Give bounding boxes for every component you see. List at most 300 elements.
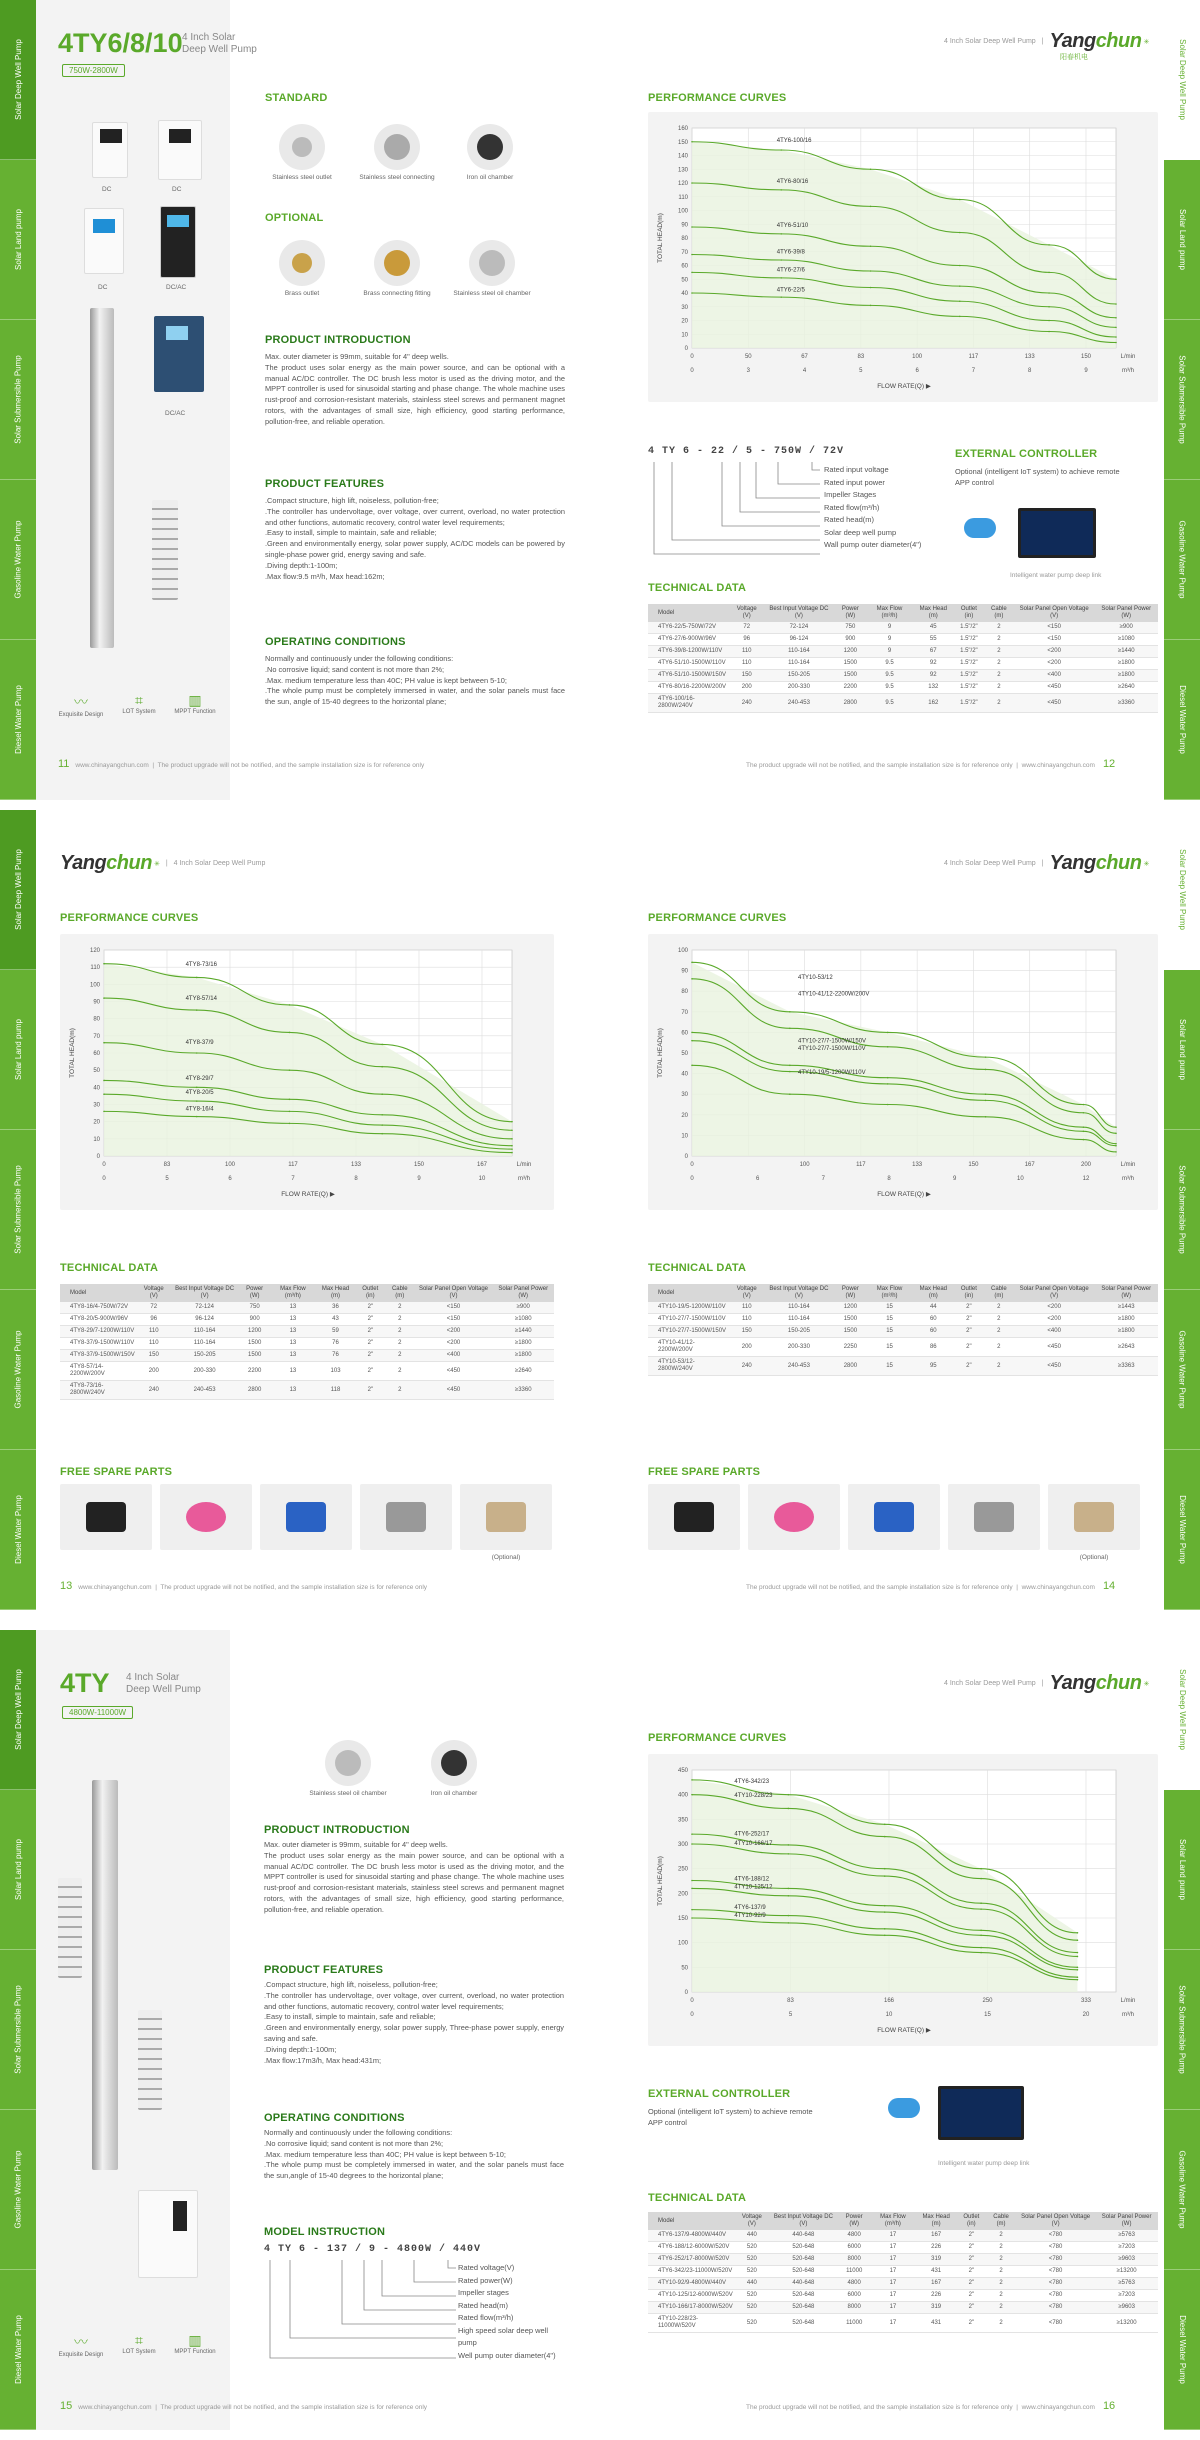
sidebar-tab-label: Solar Land pump — [1177, 1019, 1187, 1080]
table-cell: 76 — [315, 1350, 355, 1362]
table-row — [648, 622, 1158, 634]
column-header: Solar Panel Open Voltage (V) — [1014, 604, 1095, 622]
data-point — [1115, 327, 1117, 329]
table-cell: 2" — [356, 1338, 386, 1350]
y-tick-label: 30 — [681, 304, 688, 311]
sidebar-tab[interactable] — [1164, 640, 1200, 800]
x-tick-label: m³/h — [518, 1176, 530, 1182]
table-cell: 240-453 — [763, 694, 834, 713]
sidebar-tab[interactable] — [0, 810, 36, 970]
sidebar-tab[interactable] — [0, 0, 36, 160]
y-tick-label: 0 — [684, 1990, 688, 1996]
table-cell: 4TY10-228/23-11000W/520V — [648, 2314, 735, 2333]
data-point — [780, 149, 782, 151]
table-cell: 17 — [870, 2266, 916, 2278]
y-tick-label: 90 — [93, 999, 100, 1006]
table-cell: 4TY8-29/7-1200W/110V — [60, 1326, 137, 1338]
controller-image — [84, 208, 124, 274]
table-cell: ≥900 — [1094, 622, 1158, 634]
table-cell: 4TY10-27/7-1500W/110V — [648, 1314, 730, 1326]
table-cell: 15 — [866, 1338, 912, 1357]
footer: 15 www.chinayangchun.com | The product upgrade will not be notified, and the sample installation size is for reference only — [60, 2400, 428, 2412]
table-cell: <200 — [1014, 658, 1095, 670]
part-thumb: Brass connecting fitting — [352, 240, 442, 297]
column-header: Max Flow (m³/h) — [270, 1284, 315, 1302]
table-cell: 1.5"/2" — [954, 694, 984, 713]
y-tick-label: 40 — [681, 291, 688, 297]
sidebar-tab[interactable] — [1164, 0, 1200, 160]
x-tick-label: 4 — [802, 368, 807, 374]
model-leader-lines — [648, 460, 828, 560]
column-header: Power (W) — [834, 604, 866, 622]
x-tick-label: 9 — [1084, 368, 1088, 374]
table-row — [648, 1338, 1158, 1357]
table-cell: 2 — [986, 2290, 1016, 2302]
data-point — [1083, 1139, 1085, 1141]
data-point — [870, 287, 872, 289]
x-tick-label: 100 — [224, 1162, 236, 1168]
sidebar-tab[interactable] — [0, 970, 36, 1130]
table-cell: 2 — [385, 1362, 414, 1381]
table-cell: 1.5"/2" — [954, 658, 984, 670]
feature-icon: ▥ MPPT Function — [170, 692, 220, 715]
data-point — [691, 254, 693, 256]
data-point — [1115, 278, 1117, 280]
table-cell: 17 — [870, 2302, 916, 2314]
controller-text: Optional (intelligent IoT system) to achieve remote APP control — [648, 2107, 813, 2127]
y-tick-label: 40 — [681, 1071, 688, 1078]
table-row — [60, 1338, 554, 1350]
table-cell: 76 — [315, 1338, 355, 1350]
table-cell: 4TY8-73/16-2800W/240V — [60, 1381, 137, 1400]
sidebar-tab[interactable] — [0, 320, 36, 480]
x-tick-label: m³/h — [1122, 1176, 1134, 1182]
table-cell: 200 — [730, 1338, 763, 1357]
table-cell: 9 — [866, 634, 912, 646]
y-tick-label: 80 — [681, 989, 688, 996]
table-cell: 110-164 — [170, 1338, 239, 1350]
data-point — [1077, 1952, 1079, 1954]
table-cell: 2" — [956, 2230, 986, 2242]
impeller-image — [152, 500, 178, 600]
table-cell: 44 — [913, 1302, 954, 1314]
sidebar-tab[interactable] — [0, 640, 36, 800]
data-point — [789, 1093, 791, 1095]
table-cell: <400 — [415, 1350, 493, 1362]
sidebar-tab[interactable] — [1164, 1290, 1200, 1450]
series-label: 4TY6-22/5 — [776, 287, 805, 294]
table-cell: ≥1443 — [1094, 1302, 1158, 1314]
data-point — [511, 1138, 513, 1140]
sidebar-tab[interactable] — [1164, 1450, 1200, 1610]
data-point — [884, 1836, 886, 1838]
spare-part-shape — [874, 1502, 914, 1532]
table-cell: 200-330 — [763, 682, 834, 694]
performance-chart — [648, 934, 1158, 1210]
table-cell: 4TY6-100/16-2800W/240V — [648, 694, 730, 713]
sidebar-tab[interactable] — [0, 2110, 36, 2270]
sidebar-tab-label: Solar Land pump — [13, 209, 23, 270]
table-cell: 1200 — [834, 1302, 866, 1314]
table-row — [648, 646, 1158, 658]
spare-part-image — [60, 1484, 152, 1550]
sidebar-tab[interactable] — [1164, 810, 1200, 970]
table-cell: ≥1800 — [1094, 1326, 1158, 1338]
series-label: 4TY8-73/16 — [185, 962, 217, 969]
table-cell: 9 — [866, 622, 912, 634]
y-tick-label: 0 — [684, 346, 688, 352]
table-cell: 4TY10-53/12-2800W/240V — [648, 1357, 730, 1376]
section-title: OPERATING CONDITIONS — [264, 2112, 405, 2124]
column-header: Voltage (V) — [735, 2212, 768, 2230]
table-cell: ≥3360 — [492, 1381, 554, 1400]
data-point — [789, 1071, 791, 1073]
table-cell: <450 — [1014, 694, 1095, 713]
sidebar-tab[interactable] — [1164, 1790, 1200, 1950]
table-cell: 2" — [356, 1362, 386, 1381]
data-point — [1115, 1143, 1117, 1145]
data-point — [788, 1922, 790, 1924]
table-cell: 520 — [735, 2314, 768, 2333]
part-thumb: Iron oil chamber — [450, 124, 530, 181]
x-tick-label: 15 — [984, 2012, 991, 2018]
sidebar-tab-label: Gasoline Water Pump — [13, 520, 23, 599]
table-cell: 4800 — [838, 2230, 870, 2242]
section-title: PRODUCT FEATURES — [264, 1964, 384, 1976]
chart-svg — [648, 1754, 1158, 2046]
sidebar-tab[interactable] — [0, 1290, 36, 1450]
table-cell: 4TY8-57/14-2200W/200V — [60, 1362, 137, 1381]
sidebar-tab[interactable] — [1164, 1130, 1200, 1290]
data-point — [1083, 1104, 1085, 1106]
sidebar-tab[interactable] — [0, 1130, 36, 1290]
controller-label: DC — [172, 186, 182, 193]
x-tick-label: 0 — [690, 354, 694, 360]
table-row — [648, 658, 1158, 670]
section-title: TECHNICAL DATA — [648, 582, 747, 594]
data-point — [381, 1114, 383, 1116]
sidebar-tab[interactable] — [0, 1790, 36, 1950]
sidebar-tab[interactable] — [1164, 2110, 1200, 2270]
power-range-badge: 4800W-11000W — [62, 1706, 133, 1719]
leaf-icon: ✳ — [1143, 38, 1150, 46]
y-tick-label: 90 — [681, 222, 688, 229]
column-header: Best Input Voltage DC (V) — [763, 1284, 834, 1302]
column-header: Model — [60, 1284, 137, 1302]
data-point — [887, 1083, 889, 1085]
product-subtitle: 4 Inch Solar Deep Well Pump — [126, 1672, 201, 1695]
data-point — [289, 1032, 291, 1034]
y-tick-label: 20 — [93, 1119, 100, 1126]
sidebar-tab[interactable] — [0, 160, 36, 320]
section-title: PERFORMANCE CURVES — [648, 1732, 787, 1744]
sidebar-tab[interactable] — [1164, 1950, 1200, 2110]
sidebar-tab[interactable] — [0, 1630, 36, 1790]
section-title: PERFORMANCE CURVES — [648, 912, 787, 924]
table-cell: 1500 — [239, 1350, 270, 1362]
sidebar-tab-label: Solar Deep Well Pump — [1177, 849, 1187, 930]
table-cell: 110-164 — [170, 1326, 239, 1338]
sidebar-tab-label: Gasoline Water Pump — [13, 2150, 23, 2229]
operating-text: Normally and continuously under the following conditions: .No corrosive liquid; sand content is not more than 2%; .Max. medium temperature less than 40C; PH value is kept between 5-10; .The whole pump must be completely immersed in water, and the solar panels must face the sun, angle of 15-40 degrees to the horizontal plane; — [265, 654, 565, 707]
controller-caption: Intelligent water pump deep link — [938, 2160, 1030, 2167]
data-point — [980, 1934, 982, 1936]
table-cell: 43 — [315, 1314, 355, 1326]
data-point — [381, 1124, 383, 1126]
sidebar-right — [1164, 0, 1200, 800]
sidebar-tab[interactable] — [1164, 160, 1200, 320]
table-cell: <450 — [415, 1381, 493, 1400]
x-tick-label: 5 — [788, 2012, 793, 2018]
sidebar-tab[interactable] — [0, 2270, 36, 2430]
table-cell: ≥2640 — [1094, 682, 1158, 694]
data-point — [980, 1952, 982, 1954]
table-cell: <400 — [1014, 670, 1095, 682]
x-tick-label: 10 — [478, 1176, 486, 1182]
product-title: 4TY — [60, 1668, 110, 1698]
data-point — [980, 1947, 982, 1949]
series-label: 4TY8-29/7 — [185, 1076, 214, 1083]
controller-label: DC — [98, 284, 108, 291]
data-point — [780, 277, 782, 279]
x-tick-label: 117 — [968, 354, 979, 360]
x-tick-label: 250 — [982, 1998, 993, 2004]
table-cell: 4TY6-51/10-1500W/150V — [648, 670, 730, 682]
table-row — [648, 1326, 1158, 1338]
sidebar-tab[interactable] — [0, 1950, 36, 2110]
page-number: 11 — [58, 758, 70, 770]
table-cell: <780 — [1016, 2242, 1095, 2254]
sidebar-tab[interactable] — [0, 1450, 36, 1610]
table-cell: 240-453 — [170, 1381, 239, 1400]
spare-part-image — [460, 1484, 552, 1561]
table-header-row — [648, 2212, 1158, 2230]
table-cell: 4TY8-37/9-1500W/150V — [60, 1350, 137, 1362]
table-cell: 110 — [730, 1302, 763, 1314]
sidebar-left — [0, 0, 36, 800]
table-cell: 226 — [916, 2242, 957, 2254]
sidebar-tab-label: Solar Submersible Pump — [1177, 355, 1187, 444]
table-cell: ≥13200 — [1095, 2266, 1158, 2278]
spare-part-shape — [1074, 1502, 1114, 1532]
data-point — [789, 1027, 791, 1029]
data-point — [103, 963, 105, 965]
part-thumb: Stainless steel oil chamber — [296, 1740, 400, 1797]
part-thumb: Stainless steel oil chamber — [444, 240, 540, 297]
x-tick-label: 0 — [690, 368, 694, 374]
table-cell: ≥2640 — [492, 1362, 554, 1381]
table-cell: 15 — [866, 1314, 912, 1326]
series-label: 4TY8-16/4 — [185, 1106, 214, 1113]
table-cell: 4TY10-125/12-6000W/520V — [648, 2290, 735, 2302]
table-cell: 67 — [913, 646, 954, 658]
x-tick-label: L/min — [1120, 1162, 1136, 1168]
table-cell: 8000 — [838, 2302, 870, 2314]
table-cell: 319 — [916, 2302, 957, 2314]
model-label: Impeller Stages — [824, 490, 877, 499]
chart-svg — [648, 934, 1158, 1210]
y-tick-label: 50 — [93, 1068, 100, 1075]
table-cell: 162 — [913, 694, 954, 713]
table-cell: 2 — [984, 1357, 1014, 1376]
data-point — [870, 206, 872, 208]
sidebar-tab[interactable] — [1164, 2270, 1200, 2430]
table-cell: 110 — [730, 646, 763, 658]
table-cell: 103 — [315, 1362, 355, 1381]
data-point — [1077, 1976, 1079, 1978]
series-label: 4TY6-100/16 — [776, 138, 812, 145]
table-cell: <450 — [415, 1362, 493, 1381]
column-header: Solar Panel Power (W) — [1094, 1284, 1158, 1302]
data-point — [980, 1908, 982, 1910]
data-point — [691, 1032, 693, 1034]
data-point — [788, 1915, 790, 1917]
series-label: 4TY8-57/14 — [185, 995, 217, 1002]
table-cell: 2 — [984, 622, 1014, 634]
table-cell: 9.5 — [866, 694, 912, 713]
table-cell: 36 — [315, 1302, 355, 1314]
y-tick-label: 70 — [93, 1033, 100, 1040]
data-point — [980, 1902, 982, 1904]
table-cell: <780 — [1016, 2290, 1095, 2302]
data-point — [788, 1844, 790, 1846]
table-cell: <150 — [415, 1302, 493, 1314]
data-point — [1115, 342, 1117, 344]
table-cell: 1500 — [239, 1338, 270, 1350]
x-tick-label: L/min — [1120, 354, 1136, 360]
cloud-icon — [964, 518, 996, 538]
table-cell: 200-330 — [170, 1362, 239, 1381]
data-point — [1083, 1130, 1085, 1132]
data-point — [691, 292, 693, 294]
table-cell: <200 — [1014, 646, 1095, 658]
x-tick-label: 8 — [1028, 368, 1032, 374]
y-tick-label: 100 — [89, 982, 100, 989]
table-header-row — [648, 604, 1158, 622]
x-tick-label: 117 — [856, 1162, 866, 1168]
controller-text: Optional (intelligent IoT system) to achieve remote APP control — [955, 467, 1120, 487]
data-point — [788, 1853, 790, 1855]
x-tick-label: 12 — [1082, 1176, 1090, 1182]
x-tick-label: 133 — [912, 1162, 923, 1168]
data-point — [959, 285, 961, 287]
technical-data-table — [648, 604, 1158, 713]
x-tick-label: 8 — [887, 1176, 891, 1182]
x-tick-label: 67 — [801, 354, 808, 360]
table-cell: 72-124 — [763, 622, 834, 634]
y-tick-label: 80 — [93, 1016, 100, 1023]
sidebar-tab[interactable] — [0, 480, 36, 640]
x-tick-label: 20 — [1082, 2012, 1090, 2018]
data-point — [691, 182, 693, 184]
table-cell: <200 — [415, 1326, 493, 1338]
table-cell: <150 — [1014, 634, 1095, 646]
data-point — [103, 997, 105, 999]
table-cell: 150-205 — [763, 670, 834, 682]
spare-part-image — [648, 1484, 740, 1550]
table-cell: 1500 — [834, 670, 866, 682]
data-point — [691, 978, 693, 980]
sidebar-left — [0, 810, 36, 1610]
sidebar-tab-label: Diesel Water Pump — [1177, 1495, 1187, 1564]
table-cell: 2 — [986, 2266, 1016, 2278]
data-point — [1048, 292, 1050, 294]
series-label: 4TY10-19/5-1200W/110V — [798, 1069, 866, 1076]
data-point — [788, 1888, 790, 1890]
sidebar-tab[interactable] — [1164, 480, 1200, 640]
page-16 — [600, 1630, 1200, 2430]
table-row — [60, 1302, 554, 1314]
section-title: TECHNICAL DATA — [60, 1262, 159, 1274]
table-cell: <400 — [1014, 1326, 1095, 1338]
table-cell: 2" — [954, 1314, 984, 1326]
table-row — [648, 682, 1158, 694]
table-cell: ≥1800 — [1094, 658, 1158, 670]
table-cell: <200 — [1014, 1314, 1095, 1326]
cloud-icon — [888, 2098, 920, 2118]
monitor-image — [938, 2086, 1024, 2140]
sidebar-tab[interactable] — [1164, 970, 1200, 1130]
table-cell: 17 — [870, 2230, 916, 2242]
data-point — [1115, 1145, 1117, 1147]
feature-icon: ⌗ LOT System — [114, 692, 164, 715]
technical-data-table — [60, 1284, 554, 1400]
page-11 — [0, 0, 600, 800]
x-tick-label: 0 — [690, 1176, 694, 1182]
y-tick-label: 130 — [677, 167, 688, 174]
sidebar-tab-label: Solar Submersible Pump — [13, 355, 23, 444]
spare-part-image — [1048, 1484, 1140, 1561]
x-tick-label: 83 — [787, 1998, 794, 2004]
table-cell: 118 — [315, 1381, 355, 1400]
table-cell: 2800 — [239, 1381, 270, 1400]
table-cell: 2 — [385, 1314, 414, 1326]
table-cell: 4TY8-20/5-900W/96V — [60, 1314, 137, 1326]
feature-icon: 〰 Exquisite Design — [56, 692, 106, 718]
sidebar-tab[interactable] — [1164, 1630, 1200, 1790]
section-title: PERFORMANCE CURVES — [648, 92, 787, 104]
y-tick-label: 100 — [677, 208, 688, 215]
section-title: EXTERNAL CONTROLLER — [648, 2088, 791, 2100]
table-cell: 2200 — [834, 682, 866, 694]
table-cell: 240 — [137, 1381, 170, 1400]
data-point — [511, 1121, 513, 1123]
table-cell: ≥2643 — [1094, 1338, 1158, 1357]
model-label: Well pump outer diameter(4") — [458, 2350, 556, 2360]
data-point — [887, 1104, 889, 1106]
data-point — [1077, 1967, 1079, 1969]
sidebar-tab[interactable] — [1164, 320, 1200, 480]
x-tick-label: 9 — [417, 1176, 421, 1182]
table-cell: 200 — [730, 682, 763, 694]
table-cell: 6000 — [838, 2242, 870, 2254]
table-cell: 1.5"/2" — [954, 634, 984, 646]
series-label: 4TY10-228/23 — [734, 1793, 773, 1800]
data-point — [884, 1823, 886, 1825]
page-number: 14 — [1102, 1580, 1116, 1592]
table-cell: 92 — [913, 670, 954, 682]
y-tick-label: 0 — [684, 1154, 688, 1160]
data-point — [691, 1843, 693, 1845]
table-row — [648, 1302, 1158, 1314]
table-cell: 13 — [270, 1338, 315, 1350]
data-point — [980, 1930, 982, 1932]
y-tick-label: 300 — [677, 1842, 688, 1848]
table-cell: 2 — [385, 1381, 414, 1400]
table-cell: 4TY6-342/23-11000W/520V — [648, 2266, 735, 2278]
data-point — [870, 305, 872, 307]
footer: The product upgrade will not be notified, and the sample installation size is for reference only | www.chinayangchun.com 14 — [746, 1580, 1116, 1592]
